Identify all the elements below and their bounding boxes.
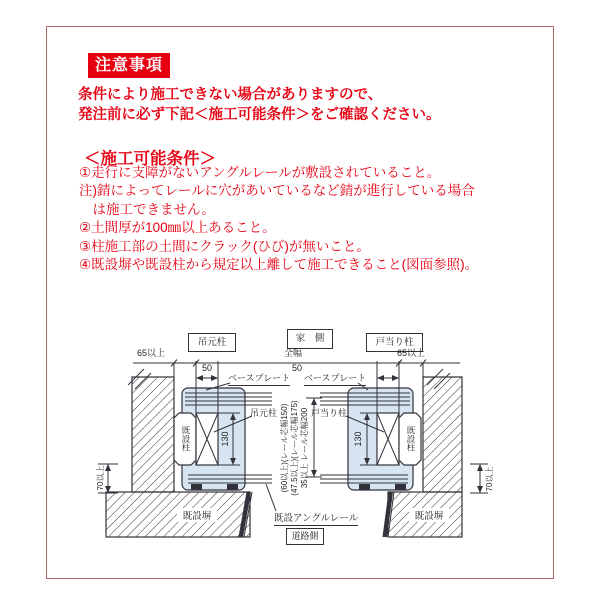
dim-clearance-left-label: 70以上 bbox=[96, 465, 105, 491]
house-side-label: 家 側 bbox=[287, 329, 333, 349]
new-post-right bbox=[377, 413, 399, 465]
hanging-post-box-label: 吊元柱 bbox=[188, 333, 236, 352]
condition-item: は施工できません。 bbox=[79, 201, 215, 217]
dim-full-width-label: 全幅 bbox=[283, 348, 302, 358]
warning-line: 発注前に必ず下記＜施工可能条件＞をご確認ください。 bbox=[78, 107, 441, 123]
rail-clearance-note: 35以上 レール芯幅200 bbox=[300, 407, 309, 489]
stopper-post-box-label: 戸当り柱 bbox=[366, 333, 423, 352]
dim-margin-left-label: 65以上 bbox=[136, 348, 165, 358]
dim-offset-left-label: 50 bbox=[201, 363, 212, 373]
existing-angle-rail-label: 既設アングルレール bbox=[274, 510, 358, 526]
base-plate-left-label: ベースプレート bbox=[228, 371, 290, 386]
existing-post-right-label: 既設柱 bbox=[406, 426, 416, 452]
conditions-title: ＜施工可能条件＞ bbox=[84, 150, 216, 168]
dim-offset-50 bbox=[196, 375, 399, 381]
warning-line: 条件により施工できない場合がありますので、 bbox=[78, 87, 383, 103]
condition-item: ③柱施工部の土間にクラック(ひび)が無いこと。 bbox=[79, 238, 370, 254]
warning-text bbox=[78, 85, 441, 125]
condition-item: 注)錆によってレールに穴があいているなど錆が進行している場合 bbox=[79, 183, 475, 199]
dim-offset-right-label: 50 bbox=[291, 363, 302, 373]
hanging-post-leader-label: 吊元柱 bbox=[250, 408, 278, 418]
new-post-left bbox=[196, 413, 218, 465]
condition-item: ②土間厚が100㎜以上あること。 bbox=[79, 220, 276, 236]
existing-wall-right-label: 既設塀 bbox=[409, 508, 449, 522]
conditions-list bbox=[79, 164, 478, 274]
dim-post-depth-right-label: 130 bbox=[353, 431, 363, 447]
stopper-post-leader-label: 戸当り柱 bbox=[311, 408, 348, 418]
dim-margin-right-label: 65以上 bbox=[396, 348, 425, 358]
existing-wall-left-label: 既設塀 bbox=[177, 508, 217, 522]
caution-badge: 注意事項 bbox=[88, 53, 170, 78]
dim-post-depth-left-label: 130 bbox=[220, 431, 230, 447]
dim-clearance-right-label: 70以上 bbox=[485, 466, 494, 492]
rail-clearance-note: (47.5以上)(レール芯幅175) bbox=[290, 400, 299, 496]
base-plate-right-label: ベースプレート bbox=[304, 371, 366, 386]
road-side-label: 道路側 bbox=[286, 528, 324, 545]
existing-post-left-label: 既設柱 bbox=[181, 426, 191, 452]
condition-item: ④既設塀や既設柱から規定以上離して施工できること(図面参照)。 bbox=[79, 257, 479, 273]
rail-clearance-note: (60以上)(レール芯幅150) bbox=[280, 403, 289, 493]
condition-item: ①走行に支障がないアングルレールが敷設されていること。 bbox=[79, 165, 441, 180]
